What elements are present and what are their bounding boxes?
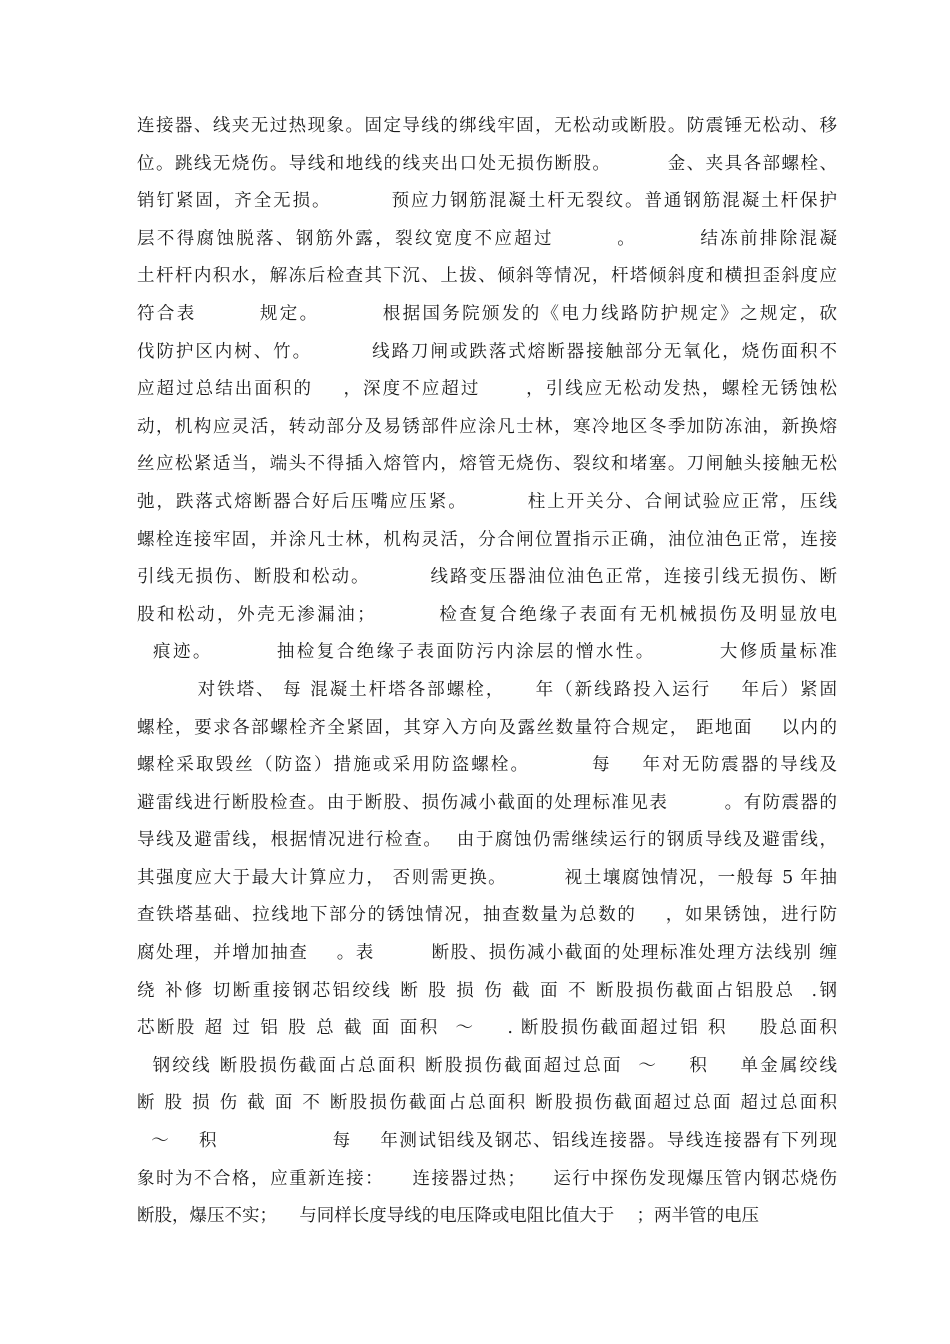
text-line: 动，机构应灵活，转动部分及易锈部件应涂凡士林，寒冷地区冬季加防冻油，新换熔 (137, 416, 837, 437)
document-body (137, 108, 837, 1236)
text-line: 导线及避雷线，根据情况进行检查。 由于腐蚀仍需继续运行的钢质导线及避雷线， (137, 830, 837, 851)
text-line: 伐防护区内树、竹。 线路刀闸或跌落式熔断器接触部分无氧化，烧伤面积不 (137, 341, 837, 362)
text-line: 对铁塔、 每 混凝土杆塔各部螺栓， 年（新线路投入运行 年后）紧固 (137, 679, 837, 700)
text-line: 层不得腐蚀脱落、钢筋外露，裂纹宽度不应超过 。 结冻前排除混凝 (137, 228, 837, 249)
text-line: 象时为不合格，应重新连接： 连接器过热； 运行中探伤发现爆压管内钢芯烧伤 (137, 1168, 837, 1189)
text-line: 连接器、线夹无过热现象。固定导线的绑线牢固，无松动或断股。防震锤无松动、移 (137, 116, 837, 136)
text-line: 痕迹。 抽检复合绝缘子表面防污内涂层的憎水性。 大修质量标准 (137, 642, 837, 663)
text-line: 销钉紧固，齐全无损。 预应力钢筋混凝土杆无裂纹。普通钢筋混凝土杆保护 (137, 191, 837, 212)
text-line: 钢绞线 断股损伤截面占总面积 断股损伤截面超过总面 ～ 积 单金属绞线 (137, 1055, 837, 1076)
text-line: 绕 补修 切断重接钢芯铝绞线 断 股 损 伤 截 面 不 断股损伤截面占铝股总 .钢 (137, 980, 837, 1001)
text-line: 股和松动，外壳无渗漏油； 检查复合绝缘子表面有无机械损伤及明显放电 (137, 604, 837, 625)
text-line: 芯断股 超 过 铝 股 总 截 面 面积 ～ . 断股损伤截面超过铝 积 股总面积 (137, 1018, 837, 1039)
text-line: 腐处理，并增加抽查 。表 断股、损伤减小截面的处理标准处理方法线别 缠 (137, 943, 837, 964)
text-line: 应超过总结出面积的 ，深度不应超过 ，引线应无松动发热，螺栓无锈蚀松 (137, 379, 837, 400)
text-line: ～ 积 每 年测试铝线及钢芯、铝线连接器。导线连接器有下列现 (137, 1131, 837, 1152)
text-line: 断股，爆压不实； 与同样长度导线的电压降或电阻比值大于 ；两半管的电压 (137, 1206, 759, 1227)
text-line: 避雷线进行断股检查。由于断股、损伤减小截面的处理标准见表 。有防震器的 (137, 792, 837, 813)
text-line: 土杆杆内积水，解冻后检查其下沉、上拔、倾斜等情况，杆塔倾斜度和横担歪斜度应 (137, 266, 837, 287)
text-line: 螺栓采取毁丝（防盗）措施或采用防盗螺栓。 每 年对无防震器的导线及 (137, 755, 837, 776)
text-line: 其强度应大于最大计算应力， 否则需更换。 视土壤腐蚀情况，一般每 5 年抽 (137, 867, 837, 888)
text-line: 位。跳线无烧伤。导线和地线的线夹出口处无损伤断股。 金、夹具各部螺栓、 (137, 153, 837, 174)
text-line: 螺栓连接牢固，并涂凡士林，机构灵活，分合闸位置指示正确，油位油色正常，连接 (137, 529, 837, 550)
text-line: 丝应松紧适当，端头不得插入熔管内，熔管无烧伤、裂纹和堵塞。刀闸触头接触无松 (137, 454, 837, 475)
text-line: 符合表 规定。 根据国务院颁发的《电力线路防护规定》之规定，砍 (137, 303, 837, 324)
text-line: 螺栓，要求各部螺栓齐全紧固，其穿入方向及露丝数量符合规定， 距地面 以内的 (137, 717, 837, 738)
text-line: 弛，跌落式熔断器合好后压嘴应压紧。 柱上开关分、合闸试验应正常，压线 (137, 491, 837, 512)
text-line: 查铁塔基础、拉线地下部分的锈蚀情况，抽查数量为总数的 ，如果锈蚀，进行防 (137, 905, 837, 926)
text-line: 断 股 损 伤 截 面 不 断股损伤截面占总面积 断股损伤截面超过总面 超过总面积 (137, 1093, 837, 1114)
text-line: 引线无损伤、断股和松动。 线路变压器油位油色正常，连接引线无损伤、断 (137, 567, 837, 588)
